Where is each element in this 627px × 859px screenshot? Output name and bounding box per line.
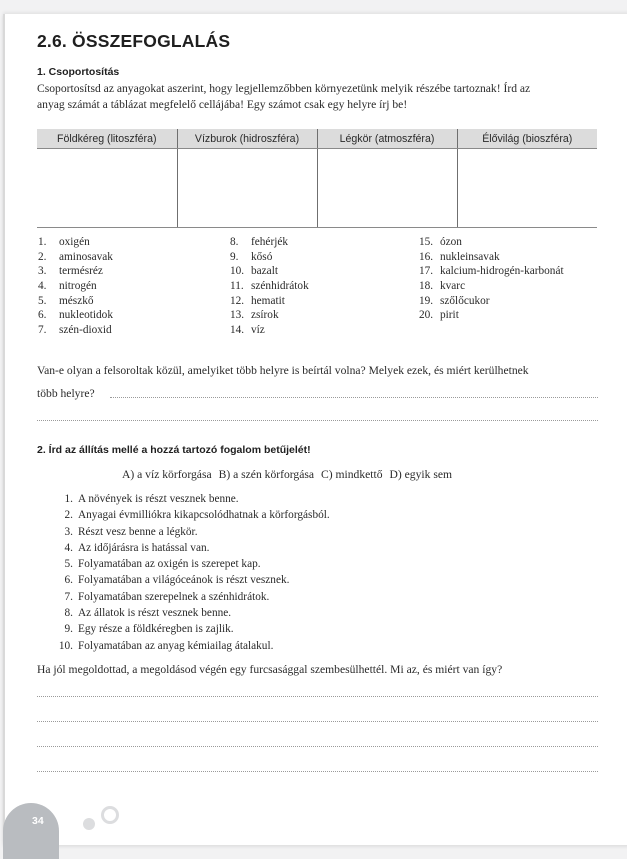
list-item: 3. termésréz xyxy=(38,265,103,278)
page-title: 2.6. ÖSSZEFOGLALÁS xyxy=(37,31,231,51)
word-list-column-3 xyxy=(419,235,564,323)
statement-list xyxy=(47,491,330,654)
cell-hidroszfera[interactable] xyxy=(177,149,317,228)
statement-item: 7. Folyamatában szerepelnek a szénhidrátok. xyxy=(64,590,270,603)
list-item: 12. hematit xyxy=(230,294,285,307)
option-c: C) mindkettő xyxy=(321,468,383,481)
list-item: 4. nitrogén xyxy=(38,280,97,293)
statement-item: 1. A növények is részt vesznek benne. xyxy=(64,493,239,505)
final-answer-line-2[interactable] xyxy=(37,721,598,722)
final-question: Ha jól megoldottad, a megoldásod végén egy furcsasággal szembesülhettél. Mi az, és miért van így? xyxy=(37,663,503,676)
list-item: 7. szén-dioxid xyxy=(38,324,112,337)
statement-item: 2. Anyagai évmilliókra kikapcsolódhatnak a körforgásból. xyxy=(64,509,330,522)
option-d: D) egyik sem xyxy=(389,468,452,481)
list-item: 11. szénhidrátok xyxy=(230,280,309,293)
list-item: 20. pirit xyxy=(419,309,459,322)
list-item: 2. aminosavak xyxy=(38,250,113,263)
list-item: 9. kősó xyxy=(230,250,273,263)
section1-question-line1: Van-e olyan a felsoroltak közül, amelyiket több helyre is beírtál volna? Melyek ezek, és miért kerülhetnek xyxy=(37,364,529,377)
statement-item: 9. Egy része a földkéregben is zajlik. xyxy=(64,623,234,636)
section1-question-line2: több helyre? xyxy=(37,387,95,400)
statement-item: 10. Folyamatában az anyag kémiailag átalakul. xyxy=(58,639,274,652)
statement-item: 4. Az időjárásra is hatással van. xyxy=(64,541,210,554)
list-item: 1. oxigén xyxy=(38,236,90,248)
section1-heading: 1. Csoportosítás xyxy=(37,66,120,78)
cell-litoszfera[interactable] xyxy=(37,149,177,228)
statement-item: 3. Részt vesz benne a légkör. xyxy=(64,525,198,538)
option-a: A) a víz körforgása xyxy=(122,468,212,481)
list-item: 5. mészkő xyxy=(38,294,94,307)
section1-instructions-line2: anyag számát a táblázat megfelelő cellájába! Egy számot csak egy helyre írj be! xyxy=(37,98,408,111)
list-item: 10. bazalt xyxy=(230,265,278,278)
statement-item: 6. Folyamatában a világóceánok is részt vesznek. xyxy=(64,574,290,587)
options-row xyxy=(122,467,452,483)
list-item: 13. zsírok xyxy=(230,309,279,322)
statement-item: 8. Az állatok is részt vesznek benne. xyxy=(64,607,232,620)
table-header-row xyxy=(37,129,597,149)
list-item: 19. szőlőcukor xyxy=(419,294,490,307)
filled-dot-icon xyxy=(83,818,95,830)
word-list-column-1 xyxy=(38,235,113,338)
answer-line-2[interactable] xyxy=(37,420,598,421)
page-number: 34 xyxy=(32,815,44,827)
table-answer-row xyxy=(37,149,597,228)
header-bioszfera: Élővilág (bioszféra) xyxy=(457,129,597,149)
cell-atmoszfera[interactable] xyxy=(317,149,457,228)
word-list-column-2 xyxy=(230,235,309,338)
ring-dot-icon xyxy=(101,806,119,824)
option-b: B) a szén körforgása xyxy=(218,468,315,481)
header-litoszfera: Földkéreg (litoszféra) xyxy=(37,129,177,149)
list-item: 8. fehérjék xyxy=(230,236,289,248)
list-item: 14. víz xyxy=(230,324,265,337)
list-item: 6. nukleotidok xyxy=(38,309,113,322)
cell-bioszfera[interactable] xyxy=(457,149,597,228)
final-answer-line-4[interactable] xyxy=(37,771,598,772)
answer-line-1[interactable] xyxy=(110,397,598,398)
header-atmoszfera: Légkör (atmoszféra) xyxy=(317,129,457,149)
list-item: 17. kalcium-hidrogén-karbonát xyxy=(419,265,564,278)
list-item: 18. kvarc xyxy=(419,280,466,293)
workbook-page xyxy=(3,14,627,845)
page-number-tab xyxy=(3,803,59,859)
list-item: 15. ózon xyxy=(419,236,462,248)
header-hidroszfera: Vízburok (hidroszféra) xyxy=(177,129,317,149)
classification-table xyxy=(37,129,597,228)
section1-instructions-line1: Csoportosítsd az anyagokat aszerint, hogy legjellemzőbben környezetünk melyik részébe tartoznak! Írd az xyxy=(37,82,531,95)
final-answer-line-1[interactable] xyxy=(37,696,598,697)
list-item: 16. nukleinsavak xyxy=(419,250,500,263)
statement-item: 5. Folyamatában az oxigén is szerepet kap. xyxy=(64,558,261,571)
section2-heading: 2. Írd az állítás mellé a hozzá tartozó fogalom betűjelét! xyxy=(37,444,311,456)
final-answer-line-3[interactable] xyxy=(37,746,598,747)
